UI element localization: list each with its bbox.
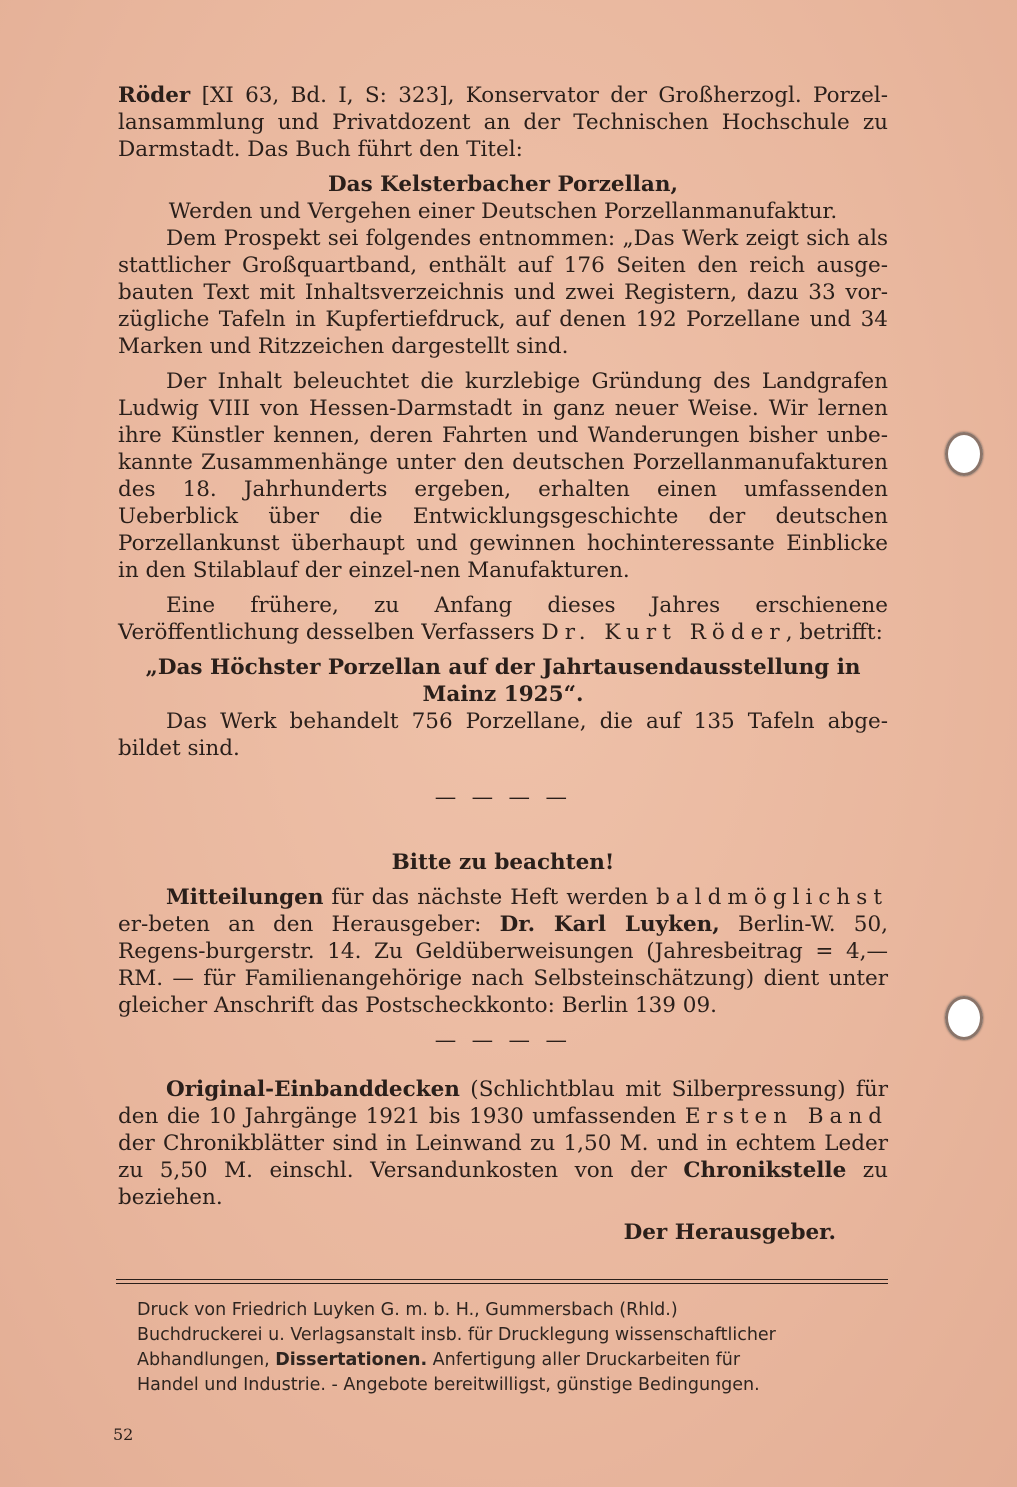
second-title-line2: Mainz 1925“. <box>422 682 584 707</box>
paragraph-text: der Chronikblätter sind in Leinwand zu 1,50 M. und in echtem Leder zu 5,50 M. einschl. Versandunkosten von der <box>118 1131 888 1183</box>
paragraph-werk: Das Werk behandelt 756 Porzellane, die auf 135 Tafeln abge-bildet sind. <box>118 709 888 761</box>
paragraph-text: [XI 63, Bd. I, S: 323], Konservator der Großherzogl. Porzel-lansammlung und Privatdozent an der Technischen Hochschule zu Darmstadt. Das Buch führt den Titel: <box>118 83 888 162</box>
bold-term: Chronikstelle <box>683 1158 847 1183</box>
page-number: 52 <box>113 1425 134 1444</box>
editor-name: Dr. Karl Luyken, <box>499 912 720 937</box>
imprint-line: Handel und Industrie. - Angebote bereitwilligst, günstige Bedingungen. <box>137 1375 760 1395</box>
paragraph-text: Eine frühere, zu Anfang dieses Jahres erschienene Veröffentlichung desselben Verfassers <box>118 593 888 645</box>
paragraph-prospekt: Dem Prospekt sei folgendes entnommen: „Das Werk zeigt sich als stattlicher Großquartband, enthält auf 176 Seiten den reich ausge-bauten Text mit Inhaltsverzeichnis und zwei Registern, dazu 33 vor-zügliche Tafeln in Kupfertiefdruck, auf denen 192 Porzellane und 34 Marken und Ritzzeichen dargestellt sind. <box>118 226 888 359</box>
spaced-term: Ersten Band <box>684 1104 888 1129</box>
imprint-line: Druck von Friedrich Luyken G. m. b. H., Gummersbach (Rhld.) <box>137 1300 678 1320</box>
paragraph-text: zu beziehen. <box>118 1158 888 1210</box>
imprint-bold: Dissertationen. <box>275 1350 428 1370</box>
paragraph-inhalt: Der Inhalt beleuchtet die kurzlebige Gründung des Landgrafen Ludwig VIII von Hessen-Darmstadt in ganz neuer Weise. Wir lernen ihre Künstler kennen, deren Fahrten und Wanderungen bisher unbe-kannte Zusammenhänge unter den deutschen Porzellanmanufakturen des 18. Jahrhunderts ergeben, erhalten einen umfassenden Ueberblick über die Entwicklungsgeschichte der deutschen Porzellankunst überhaupt und gewinnen hochinteressante Einblicke in den Stilablauf der einzel-nen Manufakturen. <box>118 369 888 583</box>
imprint-text: Abhandlungen, <box>137 1350 276 1370</box>
paragraph-einbanddecken <box>118 1076 888 1211</box>
book-title: Das Kelsterbacher Porzellan, <box>328 172 678 197</box>
printer-imprint <box>137 1298 867 1398</box>
bold-term: Mitteilungen <box>166 885 324 910</box>
paragraph-mitteilungen <box>118 884 888 1019</box>
author-spaced: Dr. Kurt Röder <box>541 620 786 645</box>
paragraph-text: (Schlichtblau mit Silberpressung) für den die 10 Jahrgänge 1921 bis 1930 umfassenden <box>118 1077 888 1129</box>
book-subtitle: Werden und Vergehen einer Deutschen Porzellanmanufaktur. <box>168 199 838 224</box>
paragraph-text: , betrifft: <box>785 620 883 645</box>
imprint-text: Anfertigung aller Druckarbeiten für <box>427 1350 741 1370</box>
imprint-line <box>137 1348 867 1373</box>
footer-rule <box>116 1279 888 1284</box>
paragraph-frueher <box>118 592 888 646</box>
separator: — — — — <box>434 785 572 810</box>
paragraph-roeder <box>118 82 888 163</box>
punch-hole-lower <box>945 996 983 1040</box>
paragraph-text: er-beten an den Herausgeber: <box>118 912 500 937</box>
spaced-term: baldmöglichst <box>656 885 888 910</box>
punch-hole-upper <box>945 432 983 476</box>
signature: Der Herausgeber. <box>623 1220 836 1245</box>
author-name: Röder <box>118 83 191 108</box>
bold-term: Original-Einbanddecken <box>166 1077 460 1102</box>
paragraph-text: Berlin-W. 50, Regens-burgerstr. 14. Zu Geldüberweisungen (Jahresbeitrag = 4,— RM. — für Familienangehörige nach Selbsteinschätzung) dient unter gleicher Anschrift das Postscheckkonto: Berlin 139 09. <box>118 912 889 1018</box>
main-text <box>118 82 888 1246</box>
second-title-line1: „Das Höchster Porzellan auf der Jahrtausendausstellung in <box>145 655 861 680</box>
notice-heading: Bitte zu beachten! <box>391 850 615 875</box>
imprint-line: Buchdruckerei u. Verlagsanstalt insb. für Drucklegung wissenschaftlicher <box>137 1325 776 1345</box>
separator-2: — — — — <box>434 1028 572 1053</box>
paragraph-text: für das nächste Heft werden <box>323 885 657 910</box>
